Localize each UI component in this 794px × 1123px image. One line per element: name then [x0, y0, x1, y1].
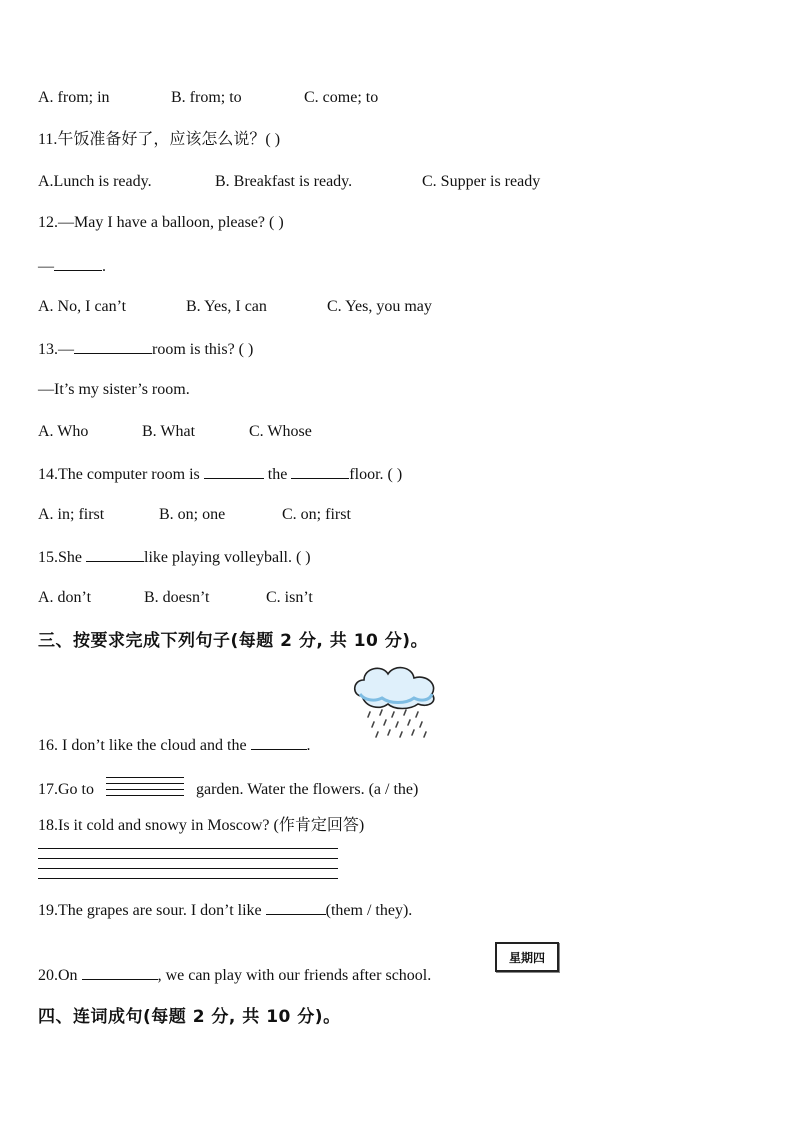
q12-question: 12.—May I have a balloon, please? ( ): [38, 214, 284, 231]
q19-question: [38, 899, 412, 921]
q20-blank[interactable]: [82, 964, 158, 980]
q17-prefix: 17.Go to: [38, 781, 94, 798]
q19-prefix: 19.The grapes are sour. I don’t like: [38, 902, 262, 919]
q15-prefix: 15.She: [38, 549, 82, 566]
q20-question: [38, 964, 431, 986]
q14-option-c: C. on; first: [282, 506, 351, 523]
q13-suffix: room is this? ( ): [152, 341, 254, 358]
q11-option-a: A.Lunch is ready.: [38, 173, 152, 190]
q16-blank[interactable]: [251, 734, 307, 750]
q14-suffix: floor. ( ): [349, 466, 403, 483]
q14-option-a: A. in; first: [38, 506, 105, 523]
q16-question: [38, 734, 311, 756]
q11-option-b: B. Breakfast is ready.: [215, 173, 353, 190]
q16-suffix: .: [306, 737, 311, 754]
q12-response: [38, 255, 106, 277]
q15-options: [38, 588, 313, 608]
q13-option-b: B. What: [142, 423, 196, 440]
q11-options: [38, 172, 540, 192]
q15-question: [38, 546, 311, 568]
q12-options: [38, 297, 432, 317]
q11-question: 11.午饭准备好了，应该怎么说？( ): [38, 131, 281, 148]
q12-option-b: B. Yes, I can: [186, 298, 267, 315]
q12-dash: —: [38, 258, 54, 275]
q13-answer: —It’s my sister’s room.: [38, 381, 190, 398]
q13-question: [38, 338, 253, 360]
thursday-badge: 星期四: [495, 942, 559, 972]
q17-suffix: garden. Water the flowers. (a / the): [196, 781, 419, 798]
q13-option-a: A. Who: [38, 423, 89, 440]
q17-question: [38, 780, 418, 800]
q17-answer-lines[interactable]: [106, 777, 184, 796]
q11-option-c: C. Supper is ready: [422, 173, 541, 190]
q14-options: [38, 505, 351, 525]
rain-cloud-icon: [350, 660, 442, 746]
q20-suffix: , we can play with our friends after school.: [157, 967, 432, 984]
q15-suffix: like playing volleyball. ( ): [144, 549, 311, 566]
q20-prefix: 20.On: [38, 967, 78, 984]
q18-question: 18.Is it cold and snowy in Moscow? (作肯定回答): [38, 817, 365, 834]
q14-option-b: B. on; one: [159, 506, 226, 523]
q12-option-a: A. No, I can’t: [38, 298, 127, 315]
q13-blank[interactable]: [74, 338, 152, 354]
section-4-heading: 四、连词成句(每题 2 分, 共 10 分)。: [38, 1007, 341, 1027]
q14-blank-2[interactable]: [291, 463, 349, 479]
q14-blank-1[interactable]: [204, 463, 264, 479]
section-3-heading: 三、按要求完成下列句子(每题 2 分, 共 10 分)。: [38, 631, 429, 651]
q14-question: [38, 463, 402, 485]
q13-prefix: 13.—: [38, 341, 74, 358]
q18-answer-lines[interactable]: [38, 848, 338, 888]
q15-option-c: C. isn’t: [266, 589, 313, 606]
q12-option-c: C. Yes, you may: [327, 298, 432, 315]
q14-mid: the: [267, 466, 288, 483]
q15-blank[interactable]: [86, 546, 144, 562]
q12-period: .: [102, 258, 106, 275]
q10-options: [38, 88, 378, 108]
q15-option-a: A. don’t: [38, 589, 92, 606]
q16-prefix: 16. I don’t like the cloud and the: [38, 737, 247, 754]
q10-option-c: C. come; to: [304, 89, 379, 106]
q13-options: [38, 422, 312, 442]
q19-blank[interactable]: [266, 899, 326, 915]
q12-blank[interactable]: [54, 255, 102, 271]
q19-suffix: (them / they).: [325, 902, 413, 919]
q10-option-b: B. from; to: [171, 89, 242, 106]
q13-option-c: C. Whose: [249, 423, 312, 440]
q10-option-a: A. from; in: [38, 89, 110, 106]
q14-prefix: 14.The computer room is: [38, 466, 200, 483]
q15-option-b: B. doesn’t: [144, 589, 210, 606]
